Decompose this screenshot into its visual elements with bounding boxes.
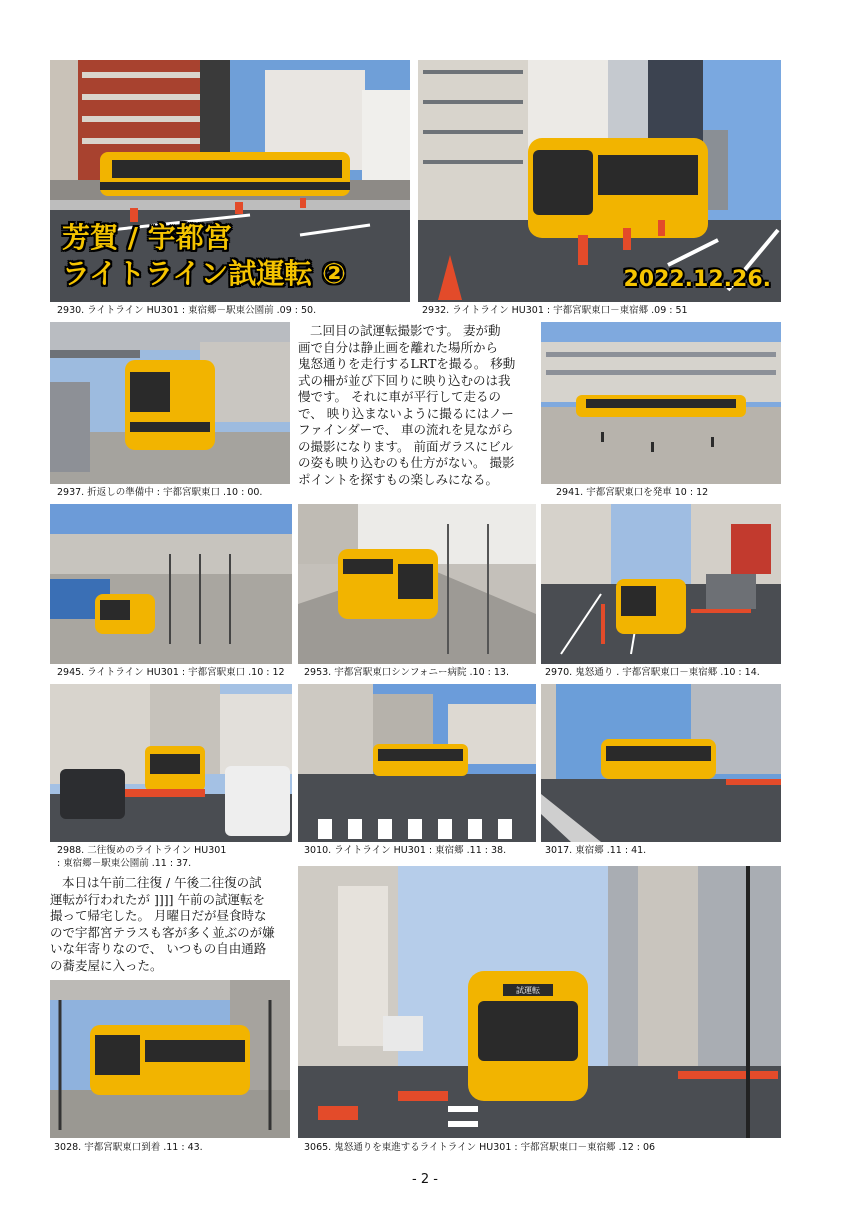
title-line-2: ライトライン試運転 ② [62,257,346,290]
article-line: 撮って帰宅した。 月曜日だが昼食時な [50,908,267,923]
photo-2945 [50,504,292,664]
tram-destination-sign: 試運転 [516,986,540,995]
photo-3010 [298,684,536,842]
photo-2988 [50,684,292,842]
title-line-1: 芳賀 / 宇都宮 [62,221,232,254]
caption-2941: 2941. 宇都宮駅東口を発車 10 : 12 [556,487,709,498]
article-line: ポイントを探すもの楽しみになる。 [298,471,499,487]
caption-2988-line-2: : 東宿郷－駅東公園前 .11 : 37. [57,858,192,869]
caption-3028: 3028. 宇都宮駅東口到着 .11 : 43. [54,1142,203,1153]
article-line: の姿も映り込むのも仕方がない。 撮影 [298,455,515,470]
caption-3010: 3010. ライトライン HU301 : 東宿郷 .11 : 38. [304,845,507,856]
caption-3017: 3017. 東宿郷 .11 : 41. [545,845,647,856]
caption-2932: 2932. ライトライン HU301 : 宇都宮駅東口－東宿郷 .09 : 51 [422,305,688,316]
caption-2937: 2937. 折返しの準備中 : 宇都宮駅東口 .10 : 00. [57,487,263,498]
article-line: 鬼怒通りを走行するLRTを撮る。 移動 [298,356,516,371]
photo-2941 [541,322,781,484]
photo-2932 [418,60,781,302]
photo-2953 [298,504,536,664]
photo-2970 [541,504,781,664]
article-line: いな年寄りなので、 いつもの自由通路 [50,941,267,956]
article-line: 運転が行われたが ]]]] 午前の試運転を [50,891,265,907]
photo-2930 [50,60,410,302]
caption-3065: 3065. 鬼怒通りを東進するライトライン HU301 : 宇都宮駅東口－東宿郷 .12 : 06 [304,1142,656,1153]
article-line: の蕎麦屋に入った。 [50,957,163,973]
article-line: の撮影になります。 前面ガラスにビル [298,438,514,454]
caption-2930: 2930. ライトライン HU301 : 東宿郷－駅東公園前 .09 : 50. [57,305,317,316]
article-line: 二回目の試運転撮影です。 妻が動 [310,323,501,338]
article-text-1 [298,323,536,488]
photo-3028 [50,980,290,1138]
article-line: 式の柵が並び下回りに映り込むのは我 [298,372,511,388]
photo-3065 [298,866,781,1138]
article-line: 慢です。 それに車が平行して走るの [298,389,501,404]
article-line: 本日は午前二往復 / 午後二往復の試 [62,875,262,890]
photo-3017 [541,684,781,842]
page-title [62,220,346,292]
article-line: で、 映り込まないように撮るにはノー [298,405,514,421]
article-line: 画で自分は静止画を離れた場所から [298,339,499,355]
caption-2945: 2945. ライトライン HU301 : 宇都宮駅東口 .10 : 12 [57,667,285,678]
article-line: ファインダーで、 車の流れを見ながら [298,422,514,437]
page-number: - 2 - [412,1172,438,1187]
photo-2937 [50,322,290,484]
date-stamp: 2022.12.26. [623,267,771,292]
article-text-2 [50,875,292,974]
caption-2953: 2953. 宇都宮駅東口シンフォニー病院 .10 : 13. [304,667,509,678]
caption-2988-line-1: 2988. 二往復めのライトライン HU301 [57,845,227,856]
article-line: ので宇都宮テラスも客が多く並ぶのが嫌 [50,924,275,940]
caption-2970: 2970. 鬼怒通り . 宇都宮駅東口－東宿郷 .10 : 14. [545,667,760,678]
